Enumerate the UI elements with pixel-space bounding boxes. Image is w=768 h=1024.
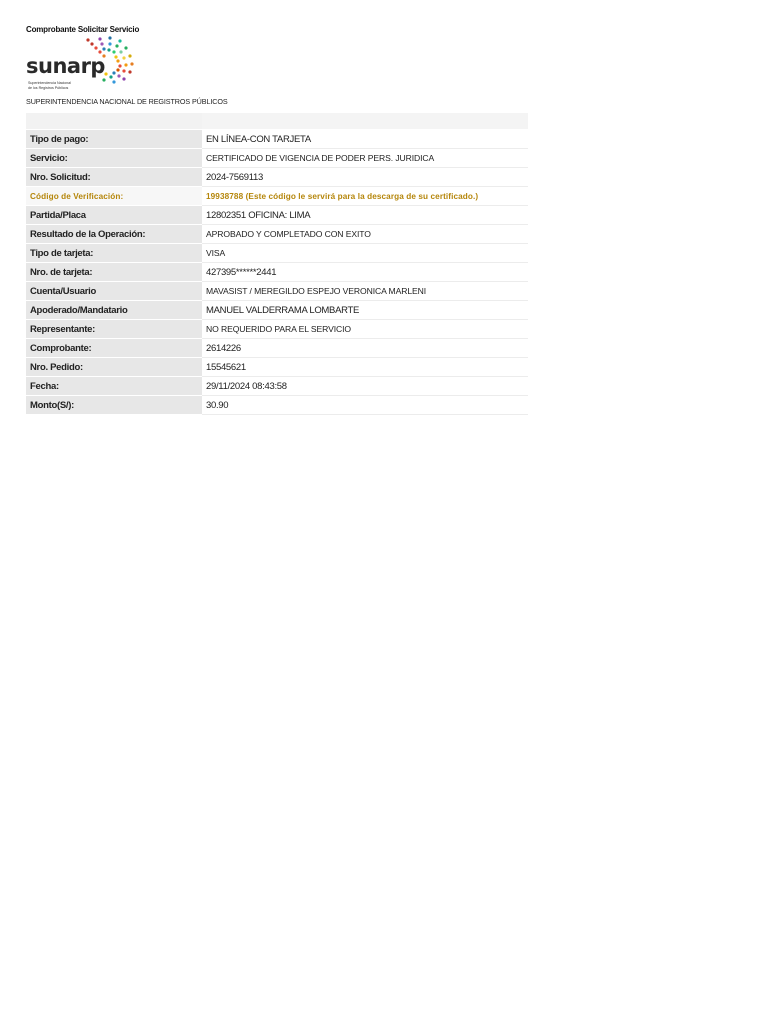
row-value: 29/11/2024 08:43:58: [202, 377, 528, 396]
logo-subtitle: [28, 81, 88, 90]
table-row-highlight: [26, 187, 528, 206]
table-header-row: [26, 113, 528, 130]
row-label: Nro. de tarjeta:: [26, 263, 202, 282]
logo-wordmark: sunarp: [26, 54, 105, 78]
table-row: [26, 130, 528, 149]
row-value: NO REQUERIDO PARA EL SERVICIO: [202, 320, 528, 339]
row-label: Partida/Placa: [26, 206, 202, 225]
row-value: EN LÍNEA-CON TARJETA: [202, 130, 528, 149]
row-label: Monto(S/):: [26, 396, 202, 415]
logo-subtitle-line-2: de los Registros Públicos: [28, 85, 69, 90]
row-value: CERTIFICADO DE VIGENCIA DE PODER PERS. JURIDICA: [202, 149, 528, 168]
row-label: Apoderado/Mandatario: [26, 301, 202, 320]
table-row: [26, 358, 528, 377]
row-label: Resultado de la Operación:: [26, 225, 202, 244]
table-row: [26, 263, 528, 282]
row-label: Representante:: [26, 320, 202, 339]
receipt-table: [26, 113, 528, 415]
organization-name: SUPERINTENDENCIA NACIONAL DE REGISTROS PÚBLICOS: [26, 97, 228, 106]
table-row: [26, 206, 528, 225]
row-value: 2024-7569113: [202, 168, 528, 187]
row-value: APROBADO Y COMPLETADO CON EXITO: [202, 225, 528, 244]
row-label: Nro. Pedido:: [26, 358, 202, 377]
row-value: 2614226: [202, 339, 528, 358]
verification-code-value: 19938788 (Este código le servirá para la descarga de su certificado.): [202, 187, 528, 206]
table-row: [26, 225, 528, 244]
table-row: [26, 320, 528, 339]
table-row: [26, 149, 528, 168]
table-row: [26, 244, 528, 263]
verification-code-label: Código de Verificación:: [26, 187, 202, 206]
row-label: Tipo de pago:: [26, 130, 202, 149]
table-row: [26, 339, 528, 358]
row-label: Tipo de tarjeta:: [26, 244, 202, 263]
logo-subtitle-line-1: Superintendencia Nacional: [28, 81, 71, 85]
row-value: 427395******2441: [202, 263, 528, 282]
row-value: 15545621: [202, 358, 528, 377]
row-value: 12802351 OFICINA: LIMA: [202, 206, 528, 225]
page-title: Comprobante Solicitar Servicio: [26, 25, 140, 34]
row-label: Servicio:: [26, 149, 202, 168]
row-value: MAVASIST / MEREGILDO ESPEJO VERONICA MARLENI: [202, 282, 528, 301]
row-label: Nro. Solicitud:: [26, 168, 202, 187]
row-label: Comprobante:: [26, 339, 202, 358]
row-label: Fecha:: [26, 377, 202, 396]
row-value: VISA: [202, 244, 528, 263]
table-row: [26, 377, 528, 396]
table-row: [26, 282, 528, 301]
row-value: MANUEL VALDERRAMA LOMBARTE: [202, 301, 528, 320]
sunarp-logo: [26, 36, 146, 96]
row-label: Cuenta/Usuario: [26, 282, 202, 301]
table-row: [26, 168, 528, 187]
table-row: [26, 301, 528, 320]
row-value: 30.90: [202, 396, 528, 415]
table-row: [26, 396, 528, 415]
